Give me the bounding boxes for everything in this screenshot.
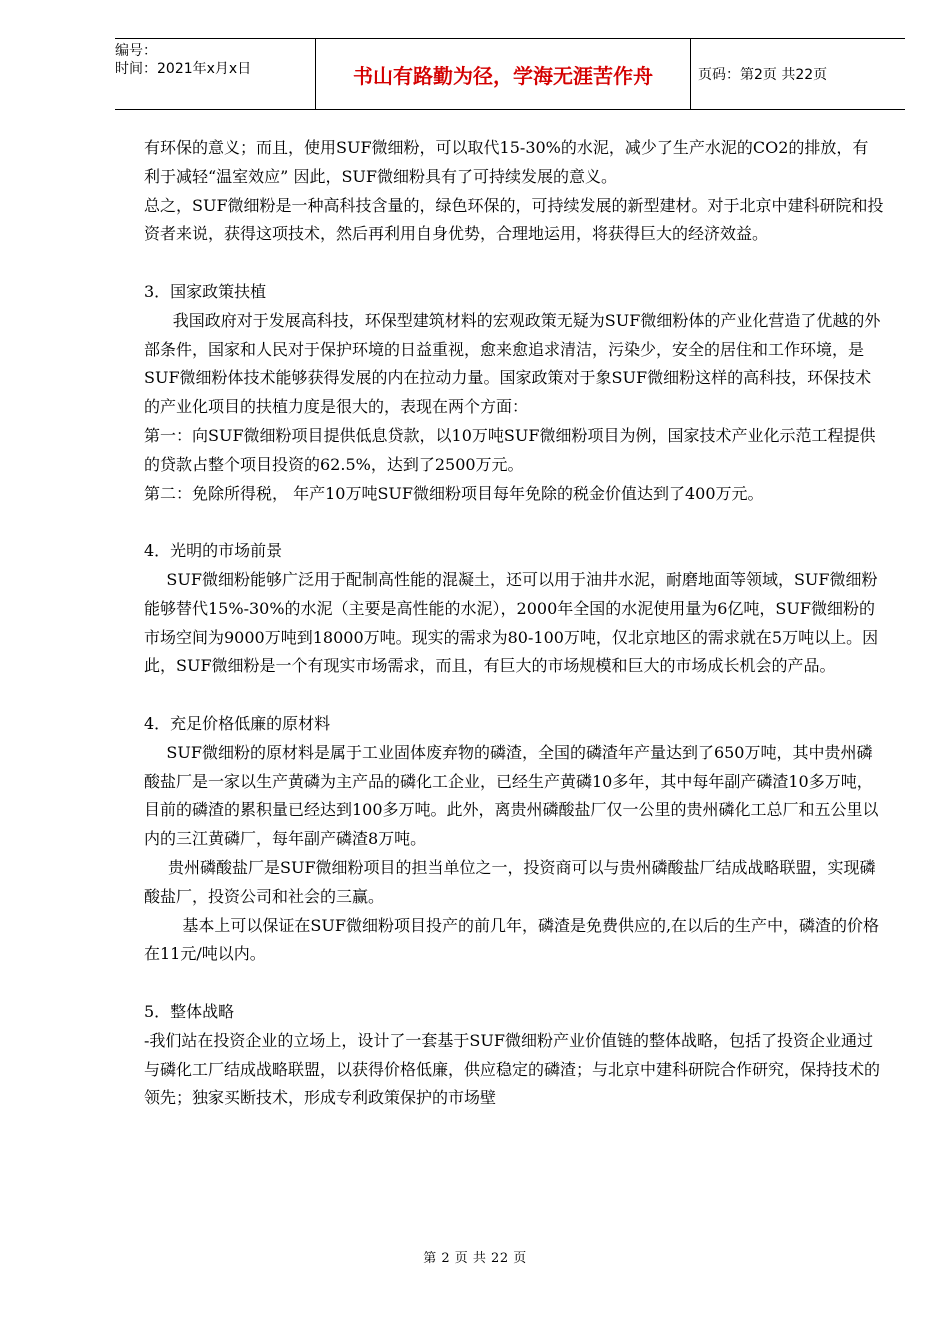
paragraph: SUF微细粉的原材料是属于工业固体废弃物的磷渣，全国的磷渣年产量达到了650万吨，其中贵州磷酸盐厂是一家以生产黄磷为主产品的磷化工企业，已经生产黄磷10多年，其中每年副产磷渣10多万吨，目前的磷渣的累积量已经达到100多万吨。此外，离贵州磷酸盐厂仅一公里的贵州磷化工总厂和五公里以内的三江黄磷厂，每年副产磷渣8万吨。 xyxy=(144,742,879,849)
section-heading: 4．充足价格低廉的原材料 xyxy=(144,713,331,733)
paragraph: 第一：向SUF微细粉项目提供低息贷款，以10万吨SUF微细粉项目为例，国家技术产业化示范工程提供的贷款占整个项目投资的62.5%，达到了2500万元。 xyxy=(144,425,876,474)
page-header xyxy=(115,38,905,110)
paragraph: SUF微细粉能够广泛用于配制高性能的混凝土，还可以用于油井水泥，耐磨地面等领域，SUF微细粉能够替代15%-30%的水泥（主要是高性能的水泥），2000年全国的水泥使用量为6亿吨，SUF微细粉的市场空间为9000万吨到18000万吨。现实的需求为80-100万吨，仅北京地区的需求就在5万吨以上。因此，SUF微细粉是一个有现实市场需求，而且，有巨大的市场规模和巨大的市场成长机会的产品。 xyxy=(144,569,879,676)
paragraph: 我国政府对于发展高科技，环保型建筑材料的宏观政策无疑为SUF微细粉体的产业化营造了优越的外部条件，国家和人民对于保护环境的日益重视，愈来愈追求清洁，污染少，安全的居住和工作环境，是SUF微细粉体技术能够获得发展的内在拉动力量。国家政策对于象SUF微细粉这样的高科技，环保技术的产业化项目的扶植力度是很大的，表现在两个方面： xyxy=(144,310,881,417)
section-heading: 5．整体战略 xyxy=(144,1001,235,1021)
paragraph: 有环保的意义；而且，使用SUF微细粉，可以取代15-30%的水泥，减少了生产水泥的CO2的排放，有利于减轻“温室效应” 因此，SUF微细粉具有了可持续发展的意义。 xyxy=(144,138,869,186)
paragraph: 第二：免除所得税， 年产10万吨SUF微细粉项目每年免除的税金价值达到了400万元。 xyxy=(144,483,764,503)
header-page-cell xyxy=(690,39,905,109)
section-heading: 3．国家政策扶植 xyxy=(144,281,267,301)
paragraph: 贵州磷酸盐厂是SUF微细粉项目的担当单位之一，投资商可以与贵州磷酸盐厂结成战略联盟，实现磷酸盐厂，投资公司和社会的三赢。 xyxy=(144,857,876,906)
time-label: 时间：2021年x月x日 xyxy=(115,61,252,77)
paragraph: -我们站在投资企业的立场上，设计了一套基于SUF微细粉产业价值链的整体战略，包括了投资企业通过与磷化工厂结成战略联盟，以获得价格低廉，供应稳定的磷渣；与北京中建科研院合作研究，保持技术的领先；独家买断技术，形成专利政策保护的市场壁 xyxy=(144,1030,881,1108)
paragraph: 总之，SUF微细粉是一种高科技含量的，绿色环保的，可持续发展的新型建材。对于北京中建科研院和投资者来说，获得这项技术，然后再利用自身优势，合理地运用，将获得巨大的经济效益。 xyxy=(144,195,884,244)
document-body xyxy=(144,134,884,1113)
section-heading: 4．光明的市场前景 xyxy=(144,541,283,561)
header-meta xyxy=(115,39,315,109)
motto-text: 书山有路勤为径，学海无涯苦作舟 xyxy=(353,63,653,88)
page-footer: 第 2 页 共 22 页 xyxy=(423,1251,527,1266)
header-page-label: 页码：第2页 共22页 xyxy=(698,67,828,83)
paragraph: 基本上可以保证在SUF微细粉项目投产的前几年，磷渣是免费供应的,在以后的生产中，磷渣的价格在11元/吨以内。 xyxy=(144,915,880,964)
number-label: 编号： xyxy=(115,43,157,59)
header-motto-cell xyxy=(315,39,691,109)
